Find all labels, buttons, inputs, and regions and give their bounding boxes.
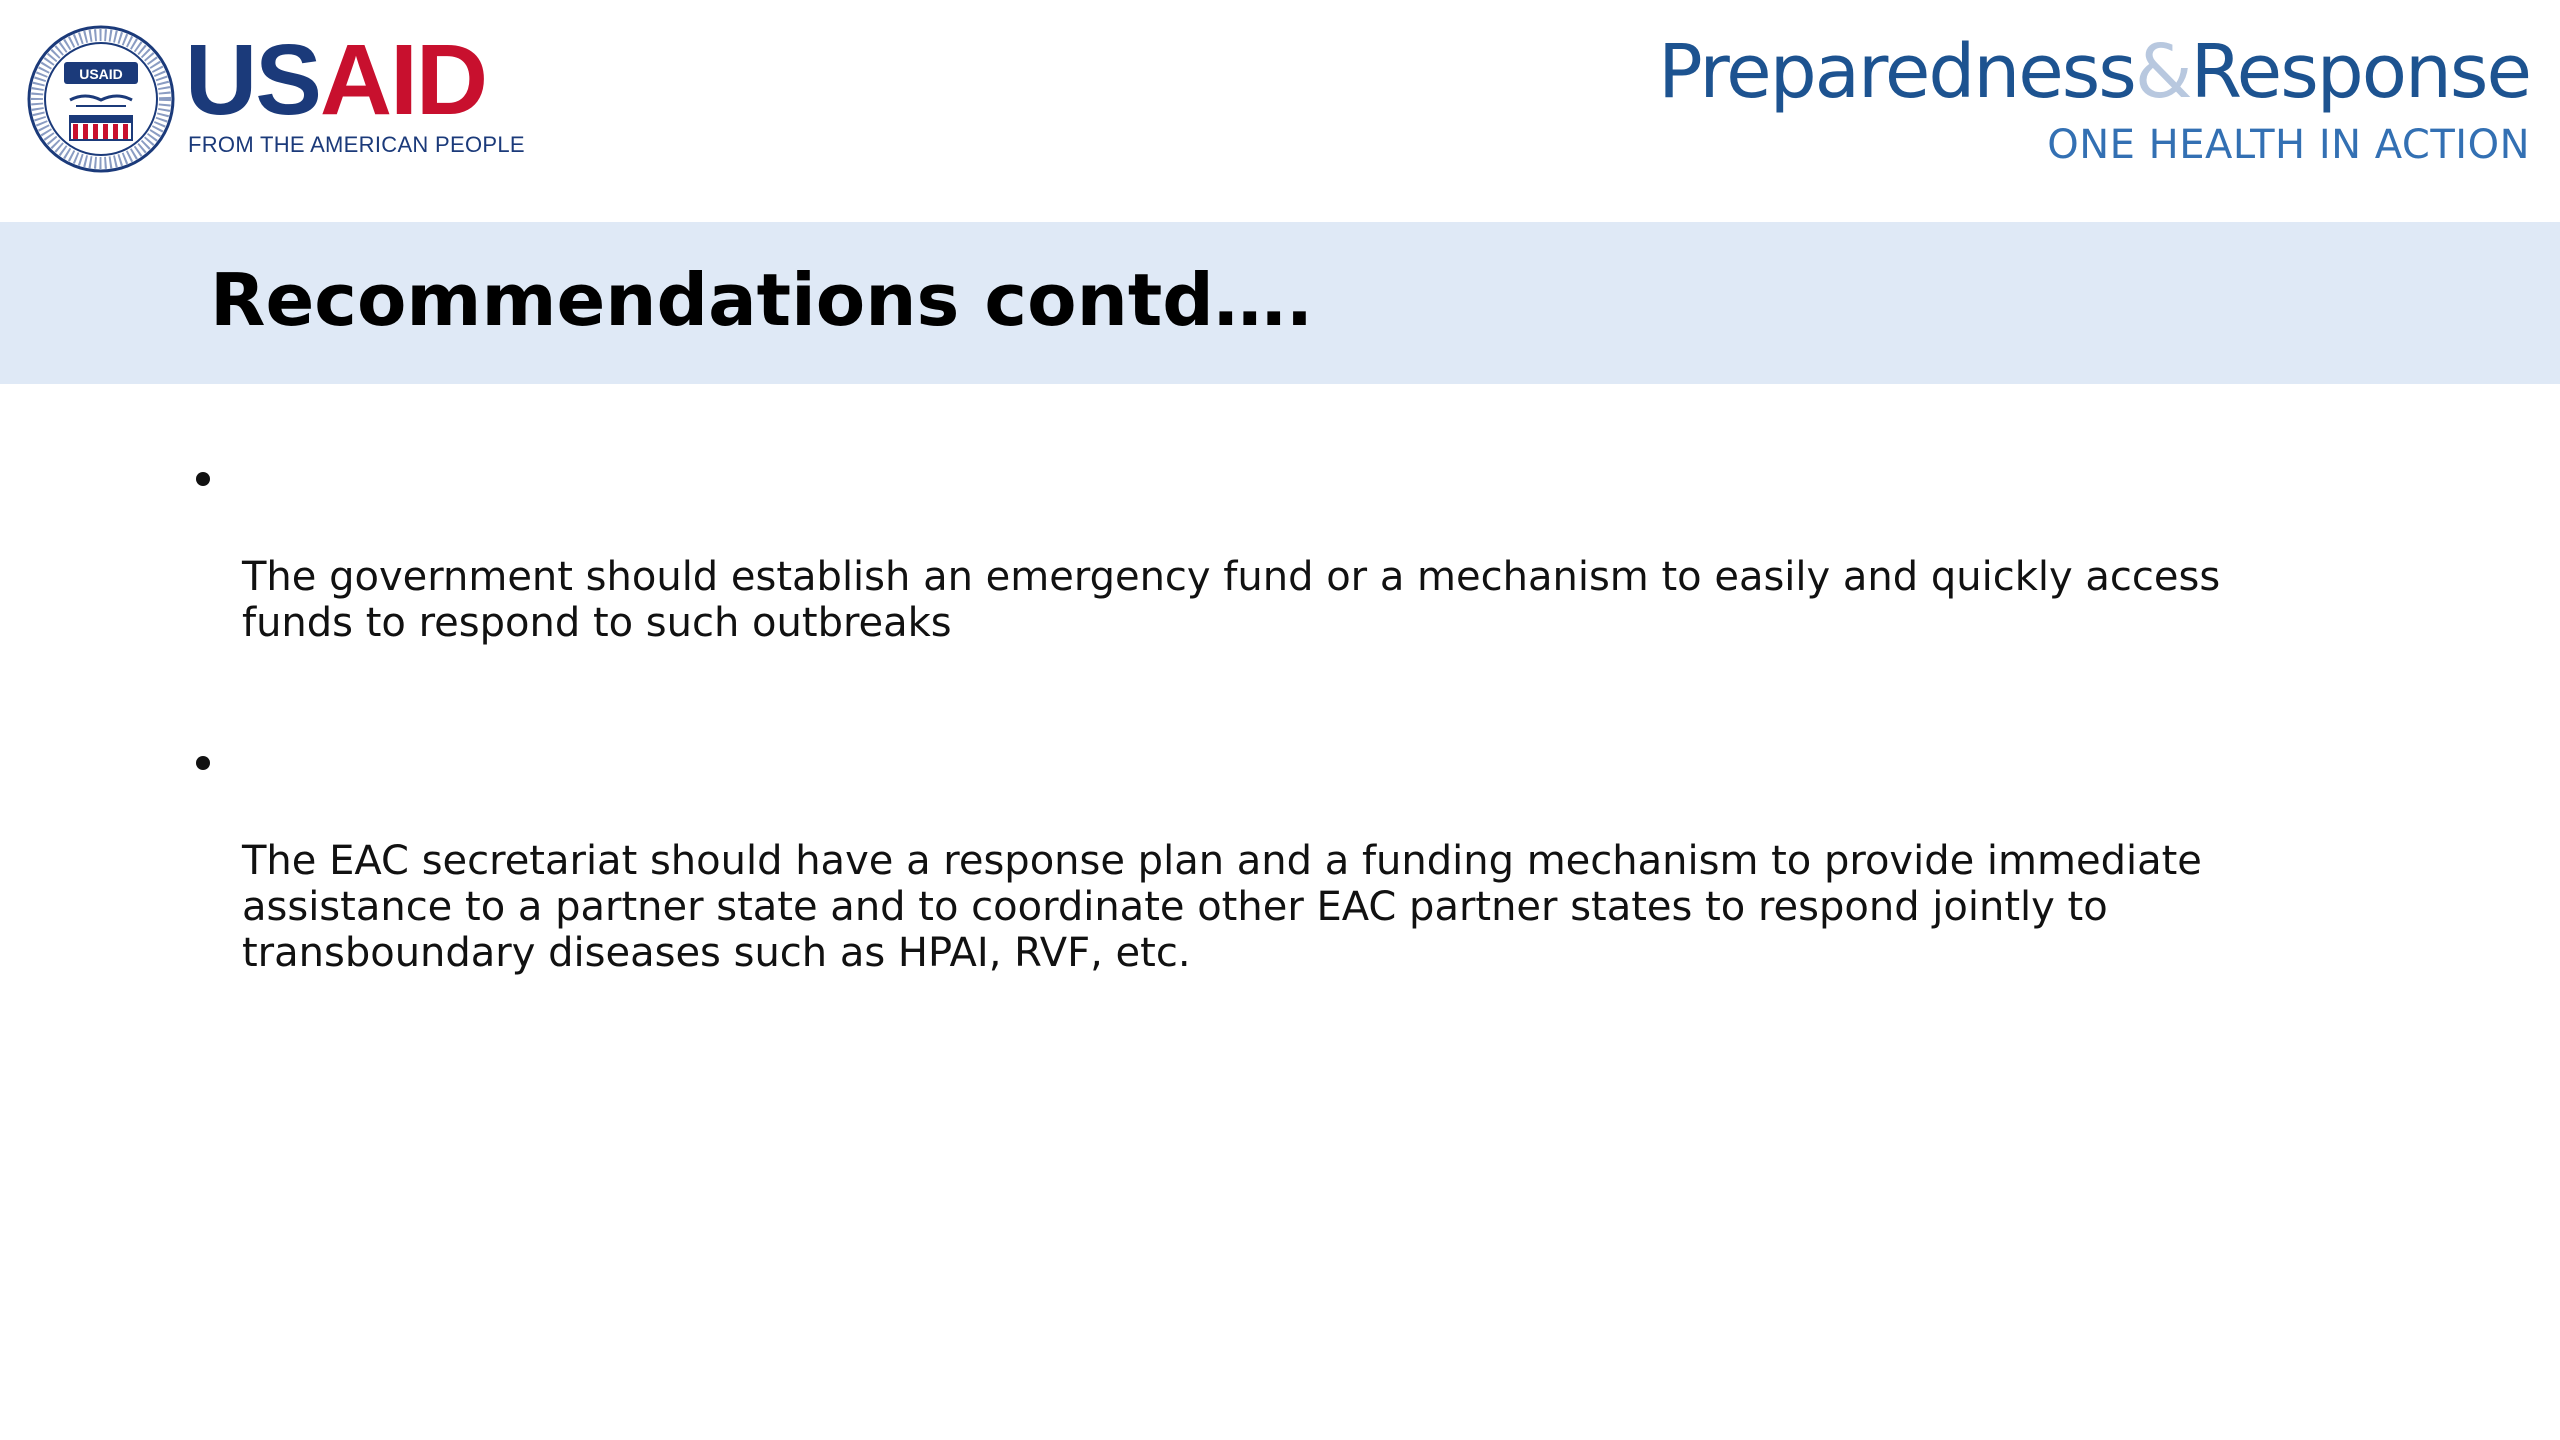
usaid-seal-graphic bbox=[26, 24, 176, 174]
program-logo-part2: Response bbox=[2190, 29, 2530, 115]
bullet-text: The EAC secretariat should have a response plan and a funding mechanism to provide immediate assistance to a partner state and to coordinate other EAC partner states to respond jointly to transboundary diseases such as HPAI, RVF, etc. bbox=[242, 838, 2202, 976]
usaid-seal-logo bbox=[26, 24, 176, 174]
bullet-list bbox=[192, 462, 2372, 1076]
bullet-item bbox=[192, 746, 2372, 976]
program-logo-part1: Preparedness bbox=[1658, 29, 2135, 115]
program-logo-title bbox=[1658, 30, 2530, 114]
bullet-text: The government should establish an emergency fund or a mechanism to easily and quickly access funds to respond to such outbreaks bbox=[242, 554, 2221, 646]
usaid-wordmark-aid: AID bbox=[319, 24, 487, 136]
usaid-wordmark-us: US bbox=[185, 24, 320, 136]
seal-badge-text: USAID bbox=[79, 66, 123, 82]
bullet-item bbox=[192, 462, 2372, 646]
slide-header bbox=[0, 0, 2560, 220]
usaid-wordmark bbox=[185, 24, 487, 136]
bullet-icon bbox=[196, 756, 210, 770]
program-logo-subtitle: ONE HEALTH IN ACTION bbox=[2047, 122, 2530, 168]
bullet-icon bbox=[196, 472, 210, 486]
slide-title: Recommendations contd…. bbox=[210, 258, 1314, 342]
usaid-tagline: FROM THE AMERICAN PEOPLE bbox=[188, 132, 525, 157]
program-logo-ampersand: & bbox=[2134, 29, 2191, 115]
